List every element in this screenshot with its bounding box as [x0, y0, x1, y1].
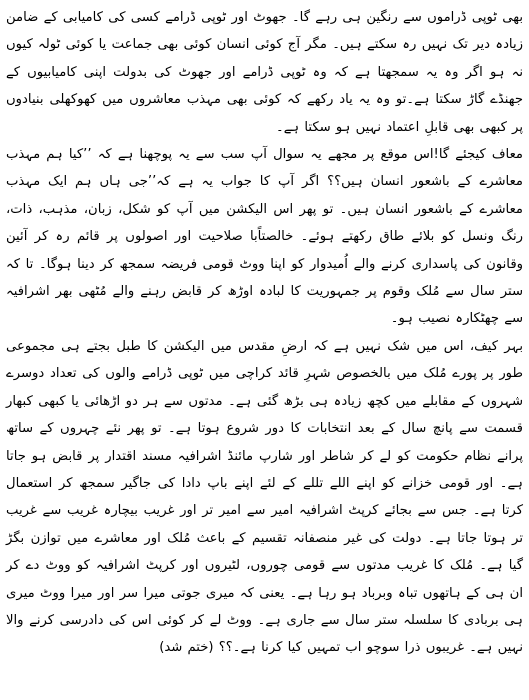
- paragraph-3-text: بہر کیف، اس میں شک نہیں ہے کہ ارضِ مقدس میں الیکشن کا طبل بجتے ہی مجموعی طور پر پورے مُلک میں بالخصوص شہرِ قائد کراچی میں ٹوپی ڈرامے والوں کی تعداد دوسرے شہروں کے مقابلے میں کچھ زیادہ ہی بڑھ گئی ہے۔ مدتوں سے ہر دو اڑھائی یا کبھی کبھار قسمت سے پانچ سال کے بعد انتخابات کا دور شروع ہوتا ہے۔ تو پھر نئے چہروں کے ساتھ پرانے نظام حکومت کو لے کر شاطر اور شارپ مائنڈ اشرافیہ مسند اقتدار پر قابض ہو جاتا ہے۔ اور قومی خزانے کو اپنے اللے تللے کے لئے اپنے باپ دادا کی جاگیر سمجھ کر استعمال کرتا ہے۔ جس سے بجائے کرپٹ اشرافیہ امیر سے امیر تر اور غریب بیچارہ غریب سے غریب تر ہوتا جاتا ہے۔ دولت کی غیر منصفانہ تقسیم کے باعث مُلک اور معاشرے میں توازن بگڑ گیا ہے۔ مُلک کا غریب مدتوں سے قومی چوروں، لٹیروں اور کرپٹ اشرافیہ کو ووٹ دے کر ان ہی کے ہاتھوں تباہ وبرباد ہو رہا ہے۔ یعنی کہ میری جوتی میرا سر اور میرا ووٹ میری ہی بربادی کا سلسلہ ستر سال سے جاری ہے۔ ووٹ لے کر کوئی اس کی دادرسی کرنے والا نہیں ہے۔ غریبوں ذرا سوچو اب تمہیں کیا کرنا ہے۔؟؟: [6, 338, 523, 656]
- paragraph-3: [6, 333, 523, 662]
- paragraph-1: بھی ٹوپی ڈراموں سے رنگین ہی رہے گا۔ جھوٹ اور ٹوپی ڈرامے کسی کی کامیابی کے ضامن زیادہ دیر تک نہیں رہ سکتے ہیں۔ مگر آج کوئی انسان کوئی بھی جماعت یا کوئی ٹولہ کیوں نہ ہو اگر وہ یہ سمجھتا ہے کہ وہ ٹوپی ڈرامے اور جھوٹ کی بدولت اپنی کامیابیوں کے جھنڈے گاڑ سکتا ہے۔تو وہ یہ یاد رکھے کہ کوئی بھی مہذب معاشروں میں کھوکھلی بنیادوں پر کبھی بھی قابلِ اعتماد نہیں ہو سکتا ہے۔: [6, 10, 523, 135]
- article-body: [6, 4, 523, 662]
- closing-marker: (ختم شد): [159, 640, 214, 656]
- paragraph-2: معاف کیجئے گا!اس موقع پر مجھے یہ سوال آپ سب سے یہ پوچھنا ہے کہ ’’کیا ہم مہذب معاشرے کے باشعور انسان ہیں؟؟ اگر آپ کا جواب یہ ہے کہ’’جی ہاں ہم ایک مہذب معاشرے کے باشعور انسان ہیں۔ تو پھر اس الیکشن میں آپ کو شکل، زبان، مذہب، ذات، رنگ ونسل کو بلائے طاق رکھتے ہوئے۔ خالصتاًبا صلاحیت اور اصولوں پر قائم رہ کر آئین وقانون کی پاسداری کرنے والے اُمیدوار کو اپنا ووٹ قومی فریضہ سمجھ کر دینا ہوگا۔ تا کہ ستر سال سے مُلک وقوم پر جمہوریت کا لبادہ اوڑھ کر قابض رہنے والے مُٹھی بھر اشرافیہ سے چھٹکارہ نصیب ہو۔: [6, 147, 523, 327]
